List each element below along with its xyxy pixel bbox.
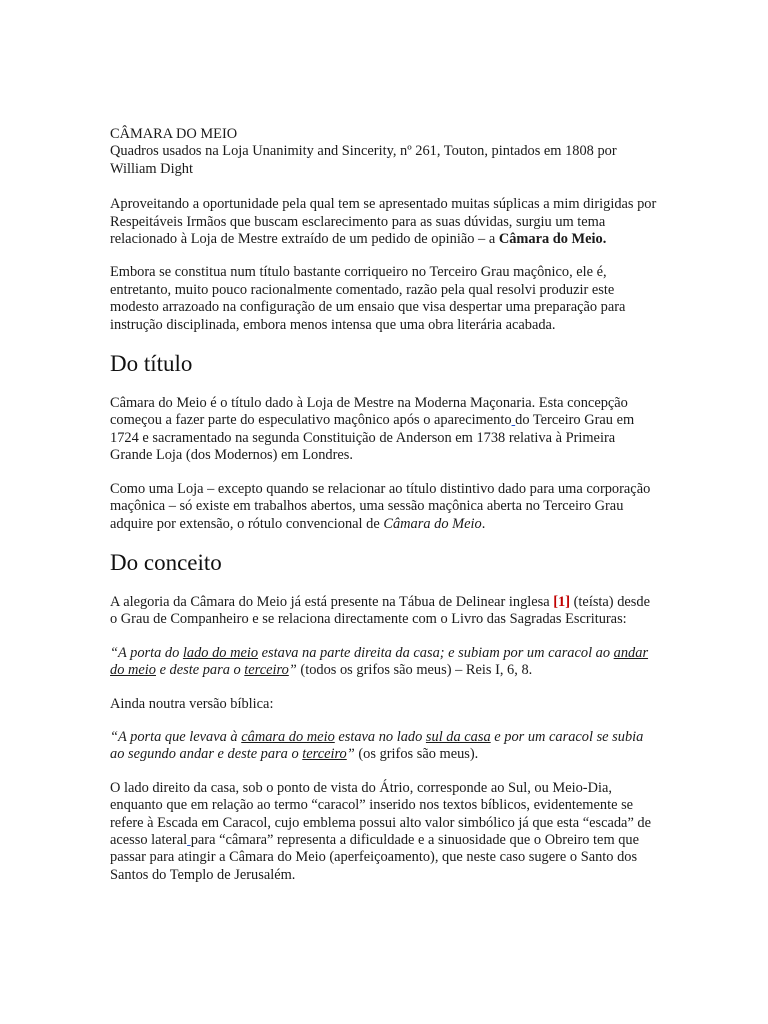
- quote-1-underline-1: lado do meio: [182, 644, 259, 661]
- final-text-b: para “câmara” representa a dificuldade e a sinuosidade que o Obreiro tem que passar para atingir a Câmara do Meio (aperfeiçoamento), que neste caso sugere o Santo dos Santos do Templo de Jerusalém.: [110, 831, 640, 883]
- quote-2-b: estava no lado: [334, 728, 426, 745]
- reference-link[interactable]: [1]: [553, 593, 571, 610]
- quote-1-c: e deste para o: [155, 662, 245, 679]
- document-title: CÂMARA DO MEIO: [110, 126, 238, 142]
- quote-2-c: e por um caracol se subia ao segundo andar e deste para o: [110, 728, 644, 763]
- quote-2: [110, 729, 658, 764]
- titulo-paragraph-2: [110, 481, 658, 533]
- heading-do-titulo: Do título: [110, 351, 193, 377]
- quote-2-underline-3: terceiro: [302, 746, 347, 763]
- intro-paragraph: [110, 196, 658, 248]
- document-subtitle: Quadros usados na Loja Unanimity and Sincerity, nº 261, Touton, pintados em 1808 por William Dight: [110, 143, 617, 177]
- titulo-text-b: do Terceiro Grau em 1724 e sacramentado na segunda Constituição de Anderson em 1738 relativa à Primeira Grande Loja (dos Modernos) em Londres.: [110, 412, 635, 464]
- quote-1-d: ”: [288, 662, 297, 679]
- conceito-text-b: (teísta) desde o Grau de Companheiro e se relaciona directamente com o Livro das Sagradas Escrituras:: [110, 593, 650, 628]
- conceito-text-a: A alegoria da Câmara do Meio já está presente na Tábua de Delinear inglesa: [110, 593, 554, 610]
- loja-text: Como uma Loja – excepto quando se relacionar ao título distintivo dado para uma corporação maçônica – só existe em trabalhos abertos, uma sessão maçônica aberta no Terceiro Grau adquire por extensão, o rótulo convencional de: [110, 480, 651, 532]
- quote-2-underline-2: sul da casa: [425, 728, 491, 745]
- quote-1-a: “A porta do: [110, 644, 183, 661]
- second-paragraph: Embora se constitua num título bastante corriqueiro no Terceiro Grau maçônico, ele é, entretanto, muito pouco racionalmente comentado, razão pela qual resolvi produzir este modesto arrazoado na configuração de um ensaio que visa despertar uma preparação para instrução disciplinada, embora menos intensa que uma obra literária acabada.: [110, 264, 626, 333]
- quote-2-a: “A porta que levava à: [110, 728, 242, 745]
- quote-2-citation: (os grifos são meus).: [354, 746, 479, 763]
- conceito-paragraph-final: [110, 780, 658, 884]
- titulo-paragraph-1: [110, 395, 658, 465]
- intro-text: Aproveitando a oportunidade pela qual tem se apresentado muitas súplicas a mim dirigidas por Respeitáveis Irmãos que buscam esclarecimento para as suas dúvidas, surgiu um tema relacionado à Loja de Mestre extraído de um pedido de opinião – a: [110, 196, 657, 248]
- quote-2-underline-1: câmara do meio: [241, 728, 335, 745]
- document-header: [110, 126, 658, 178]
- biblical-version-intro: Ainda noutra versão bíblica:: [110, 695, 274, 712]
- camara-italic: Câmara do Meio: [383, 515, 482, 532]
- quote-1-citation: (todos os grifos são meus) – Reis I, 6, 8.: [296, 662, 533, 679]
- quote-1: [110, 645, 658, 680]
- quote-1-underline-2: andar do meio: [110, 644, 649, 679]
- quote-1-underline-3: terceiro: [244, 662, 289, 679]
- titulo-text-a: Câmara do Meio é o título dado à Loja de Mestre na Moderna Maçonaria. Esta concepção começou a fazer parte do especulativo maçônico após o aparecimento: [110, 395, 628, 429]
- intro-bold-term: Câmara do Meio.: [498, 231, 607, 248]
- loja-text-end: .: [481, 515, 486, 532]
- document-page: [110, 126, 658, 900]
- conceito-paragraph-1: [110, 594, 658, 629]
- heading-do-conceito: Do conceito: [110, 549, 222, 575]
- quote-1-b: estava na parte direita da casa; e subiam por um caracol ao: [258, 644, 614, 661]
- final-text-a: O lado direito da casa, sob o ponto de vista do Átrio, corresponde ao Sul, ou Meio-Dia, enquanto que em relação ao termo “caracol” inserido nos textos bíblicos, evidentemente se refere à Escada em Caracol, cujo emblema possui alto valor simbólico já que esta “escada” de acesso lateral: [110, 779, 652, 848]
- quote-2-d: ”: [346, 746, 355, 763]
